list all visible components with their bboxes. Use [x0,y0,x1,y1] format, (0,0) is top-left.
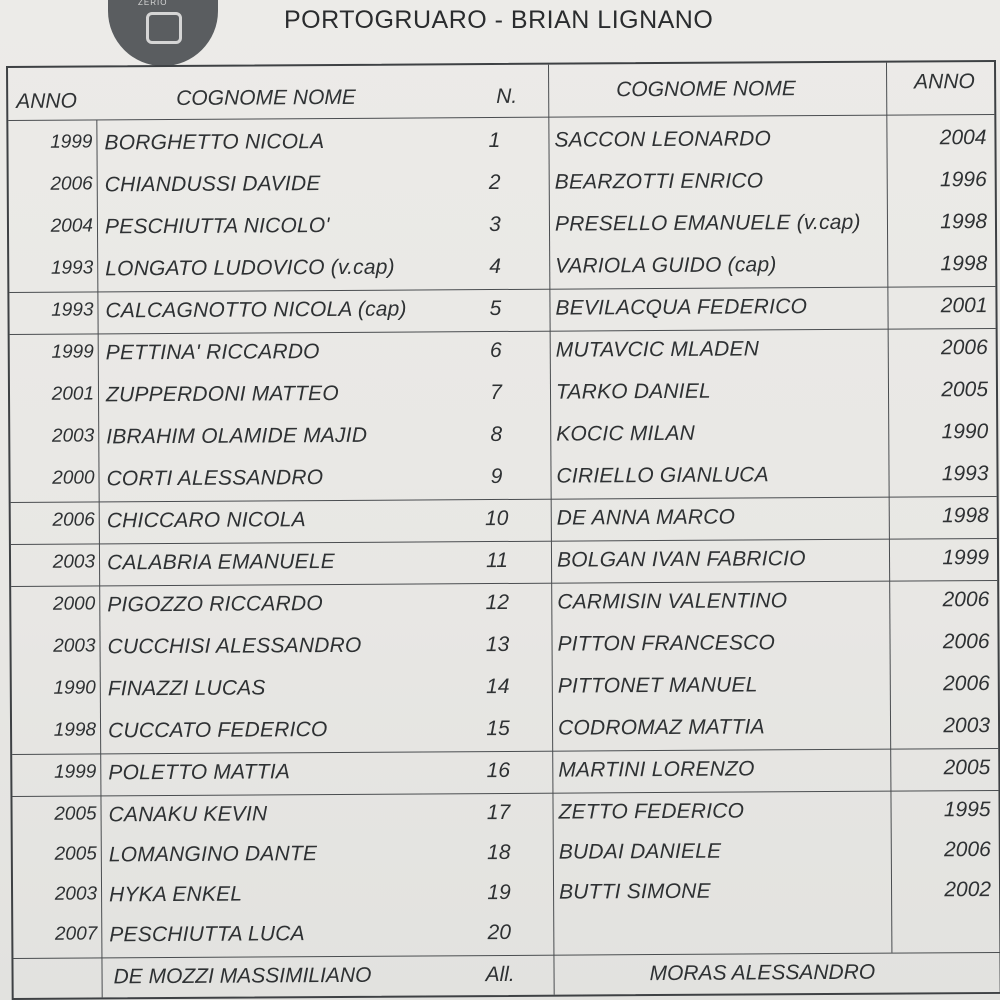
shirt-number: 5 [489,296,502,321]
year-left: 1999 [50,131,93,153]
shirt-number: 3 [489,212,501,237]
player-name-left: FINAZZI LUCAS [107,676,266,701]
year-left: 2004 [50,215,94,237]
player-name-left: HYKA ENKEL [108,882,243,907]
player-name-left: IBRAHIM OLAMIDE MAJID [106,423,368,449]
player-name-left: POLETTO MATTIA [108,760,291,785]
player-name-right: KOCIC MILAN [556,421,696,446]
coach-label: All. [485,962,515,987]
table-row [12,706,998,754]
year-right: 1998 [941,504,989,528]
year-left: 2003 [54,883,98,905]
year-left: 1993 [50,257,94,279]
shirt-number: 19 [487,880,511,905]
shirt-number: 17 [486,800,511,825]
year-right: 2006 [943,672,990,696]
year-left: 2006 [52,509,95,531]
year-left: 2005 [54,843,97,865]
year-right: 2006 [942,588,990,612]
player-name-left: LONGATO LUDOVICO (v.cap) [105,255,395,281]
year-right: 1998 [940,210,988,234]
page-title: PORTOGRUARO - BRIAN LIGNANO [284,6,714,34]
player-name-right: BOLGAN IVAN FABRICIO [556,547,806,572]
year-right: 2004 [939,126,987,150]
table-row [10,370,996,418]
header-anno-left: ANNO [16,89,77,113]
player-name-left: CUCCHISI ALESSANDRO [107,633,362,659]
table-row [11,622,997,670]
player-name-right: ZETTO FEDERICO [558,799,745,824]
year-left: 2003 [51,425,95,447]
player-name-right: VARIOLA GUIDO (cap) [555,253,777,278]
year-left: 1999 [53,761,97,783]
player-name-left: CUCCATO FEDERICO [107,718,328,743]
player-name-right: BEVILACQUA FEDERICO [555,295,808,320]
year-left: 1993 [51,299,94,321]
year-right: 2006 [944,837,991,862]
player-name-left: PESCHIUTTA NICOLO' [104,214,330,239]
year-right: 2005 [943,756,991,780]
year-right: 2003 [943,714,991,738]
year-left: 1990 [53,677,96,699]
table-row [10,328,996,376]
shirt-number: 16 [486,758,511,783]
player-name-left: LOMANGINO DANTE [108,842,318,867]
year-right: 1996 [939,168,987,192]
table-row [9,286,995,334]
year-right: 2005 [941,378,989,402]
shirt-number: 11 [486,548,509,573]
shirt-number: 13 [485,632,510,657]
header-number: N. [496,84,518,109]
table-row [12,748,998,796]
player-name-right: BUTTI SIMONE [558,879,711,904]
table-row [9,202,995,250]
year-left: 1998 [53,719,97,741]
coaches-row [13,952,999,998]
shirt-number: 8 [490,422,503,447]
player-name-right: MARTINI LORENZO [558,757,755,782]
year-left: 2000 [52,593,96,615]
club-logo [108,0,218,66]
year-right: 2002 [944,877,992,902]
table-row [9,244,995,292]
coach-right: MORAS ALESSANDRO [649,960,876,986]
table-row [11,538,997,586]
player-name-right: PITTONET MANUEL [557,673,758,698]
coach-left: DE MOZZI MASSIMILIANO [113,963,372,989]
year-left: 2005 [54,803,97,825]
shirt-number: 6 [489,338,502,363]
year-left: 2001 [51,383,95,405]
player-name-right: DE ANNA MARCO [556,505,736,530]
year-right: 2001 [940,294,988,318]
year-right: 2006 [942,630,990,654]
header-anno-right: ANNO [914,70,975,94]
player-name-left: CORTI ALESSANDRO [106,466,324,491]
shirt-number: 1 [488,128,501,153]
player-name-right: SACCON LEONARDO [554,127,772,152]
player-name-left: CHIANDUSSI DAVIDE [104,172,321,197]
header-name-right: COGNOME NOME [616,77,796,102]
player-name-left: CALABRIA EMANUELE [106,550,335,575]
player-name-right: BUDAI DANIELE [558,839,722,864]
shirt-number: 20 [487,920,512,945]
player-name-right: TARKO DANIEL [555,379,711,404]
player-name-right: CARMISIN VALENTINO [557,589,788,614]
player-name-left: CHICCARO NICOLA [106,508,306,533]
player-name-right: MUTAVCIC MLADEN [555,337,760,362]
logo-text: ZERIO [138,0,168,7]
player-name-right: PRESELLO EMANUELE (v.cap) [554,210,861,236]
year-left: 2006 [50,173,93,195]
player-name-right: PITTON FRANCESCO [557,631,776,656]
year-right: 1998 [940,252,988,276]
year-right: 1990 [941,420,989,444]
player-name-left: ZUPPERDONI MATTEO [105,381,339,407]
player-name-left: CANAKU KEVIN [108,802,268,827]
shirt-number: 10 [485,506,509,531]
shirt-number: 2 [488,170,501,195]
year-right [893,918,991,919]
shirt-number: 9 [490,464,503,489]
year-left: 2003 [53,635,96,657]
table-row [9,160,995,208]
table-row [11,496,997,544]
player-name-left: PETTINA' RICCARDO [105,340,320,365]
player-name-right: CODROMAZ MATTIA [557,715,765,740]
player-name-left: PIGOZZO RICCARDO [107,592,323,617]
player-name-left: CALCAGNOTTO NICOLA (cap) [105,297,407,323]
year-right: 1993 [941,462,989,486]
year-left: 2007 [54,923,98,945]
year-right: 2006 [940,336,988,360]
player-name-left: BORGHETTO NICOLA [104,130,325,155]
year-left: 2003 [52,551,96,573]
shirt-number: 18 [487,840,511,865]
lineup-table [6,60,1000,1000]
shirt-number: 15 [486,716,510,741]
player-name-left: PESCHIUTTA LUCA [109,922,305,947]
player-name-right: BEARZOTTI ENRICO [554,169,764,194]
year-left: 1999 [51,341,94,363]
header-name-left: COGNOME NOME [176,85,356,110]
logo-mark-icon [146,12,182,44]
shirt-number: 12 [485,590,510,615]
year-right: 1999 [942,546,990,570]
shirt-number: 4 [489,254,502,279]
year-left: 2000 [52,467,95,489]
shirt-number: 14 [486,674,510,699]
year-right: 1995 [943,797,991,822]
table-row [11,580,997,628]
table-row [12,664,998,712]
table-row [10,412,996,460]
table-row [10,454,996,502]
shirt-number: 7 [490,380,502,405]
table-row [13,910,999,958]
player-name-right: CIRIELLO GIANLUCA [556,463,769,488]
table-row [8,118,994,166]
